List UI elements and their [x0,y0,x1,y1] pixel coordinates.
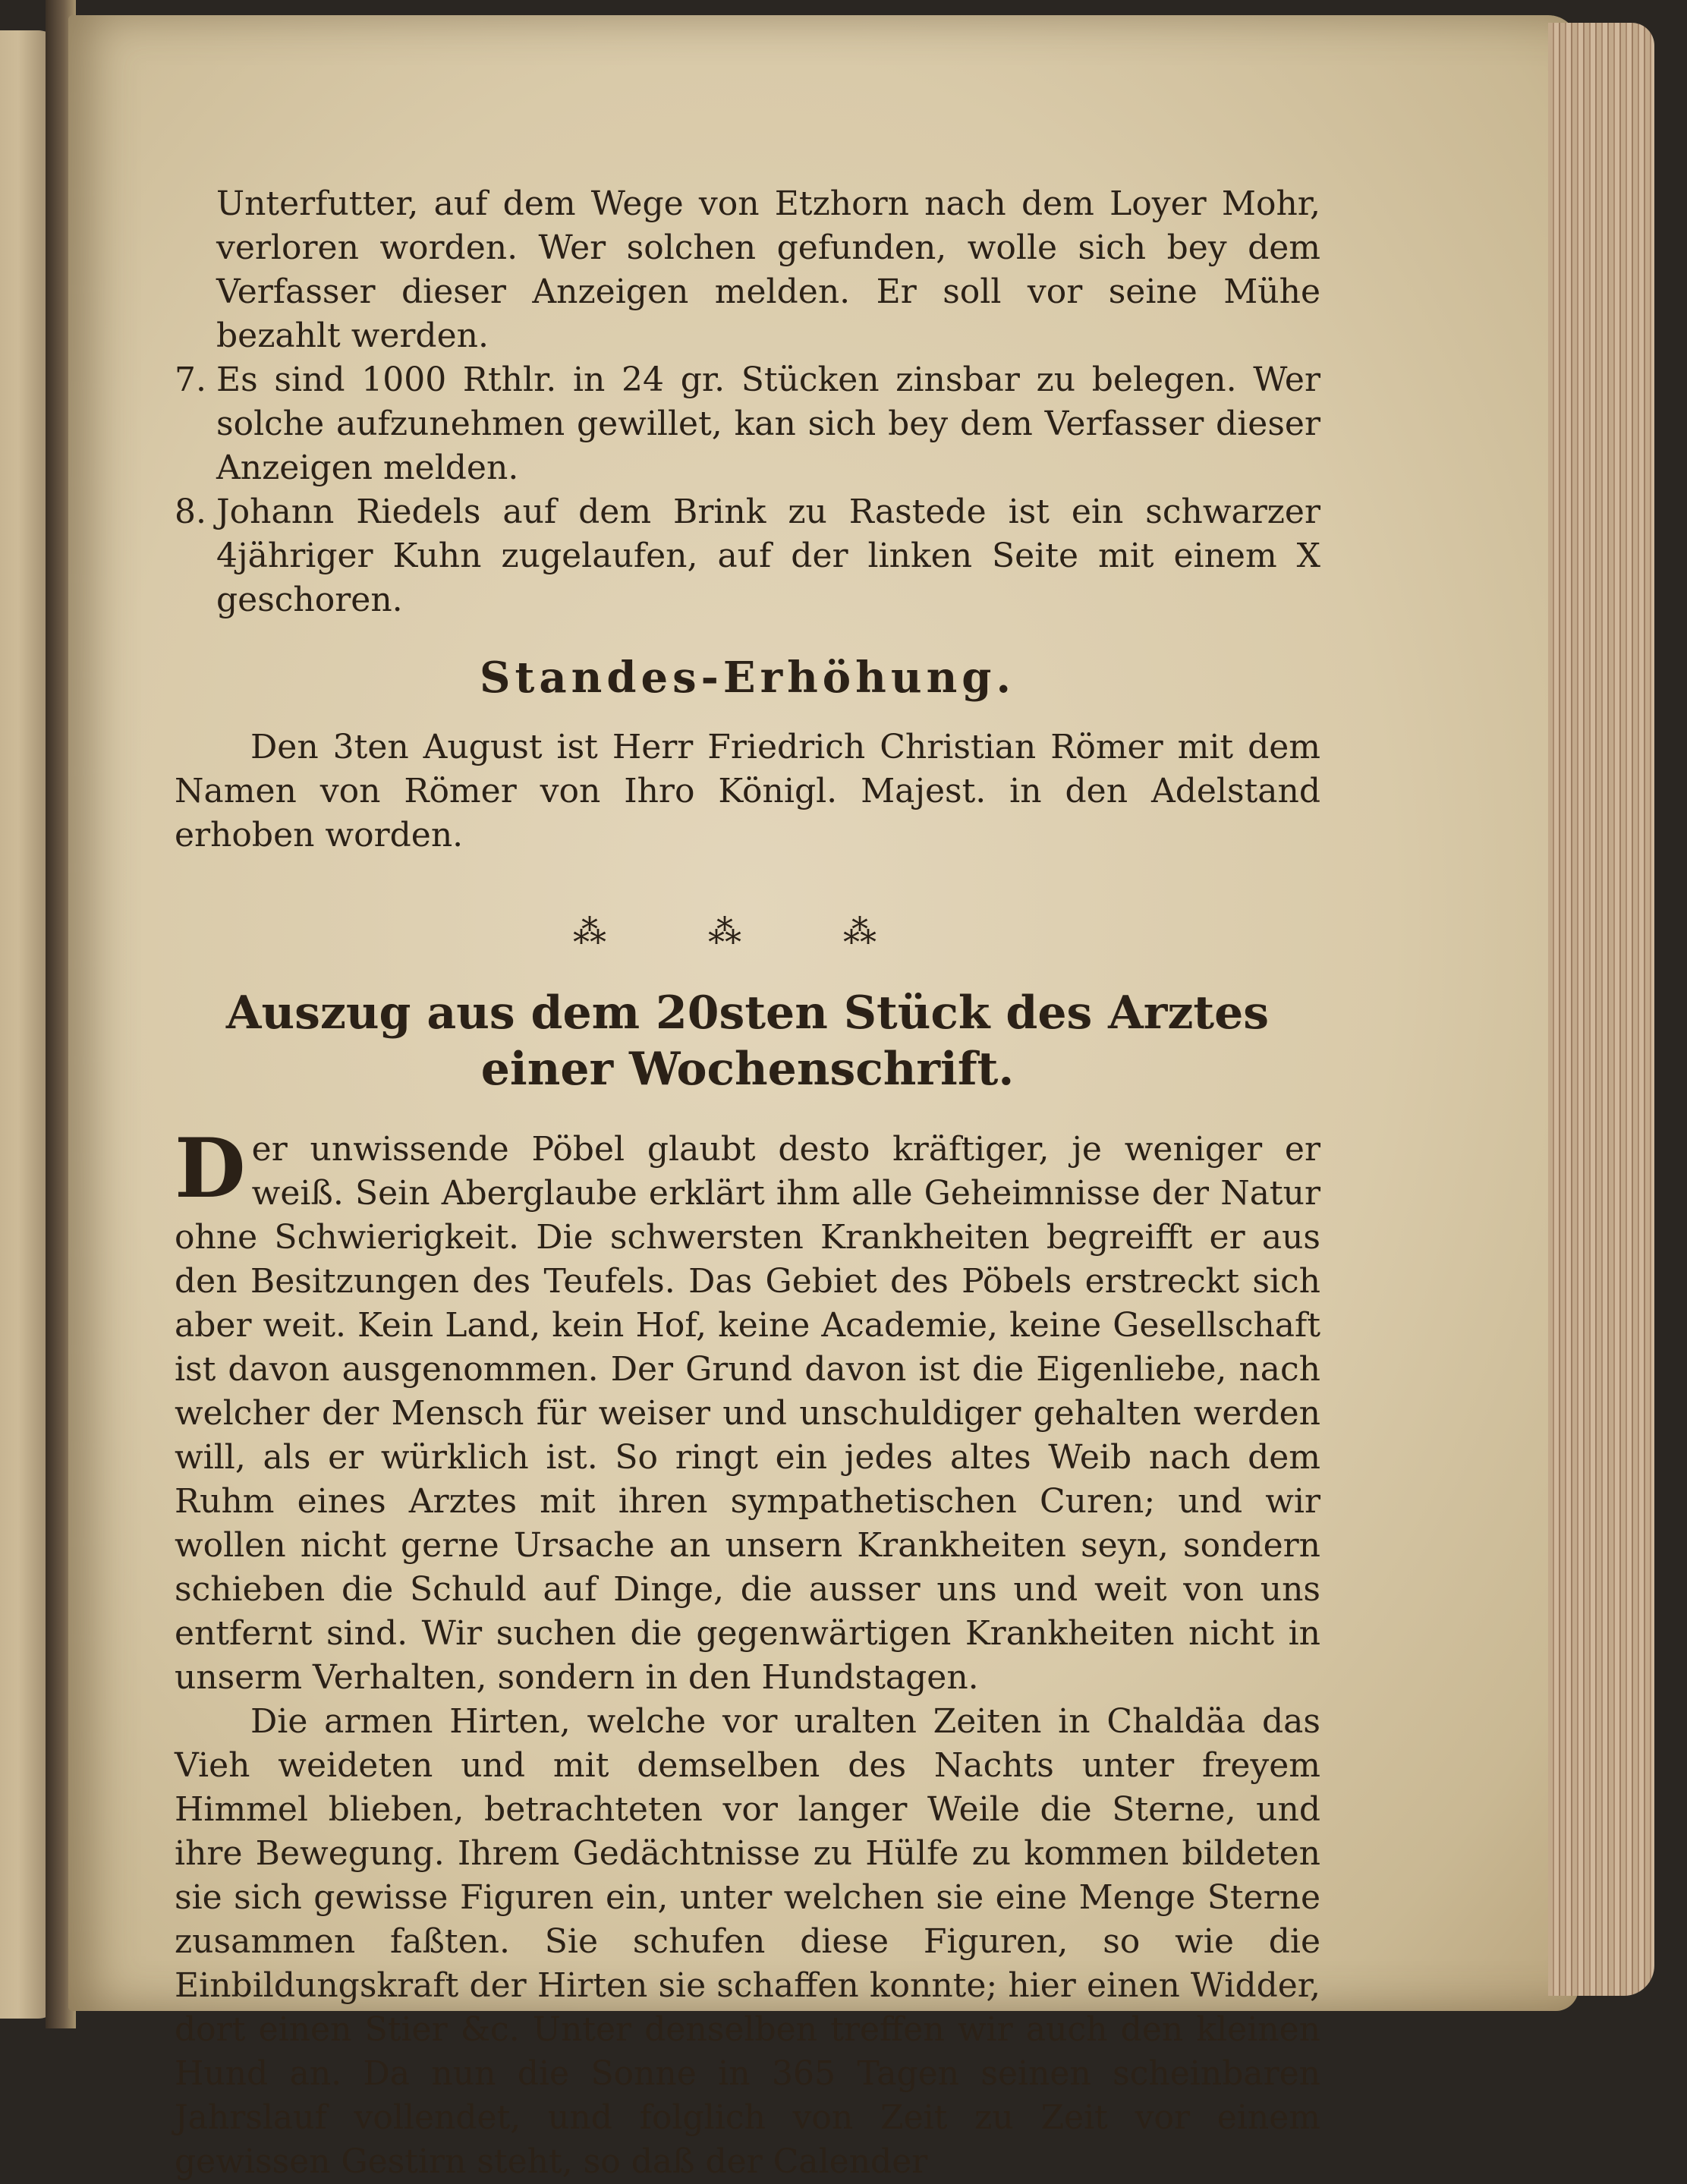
page-edges [1548,23,1654,1996]
item-text: Es sind 1000 Rthlr. in 24 gr. Stücken zinsbar zu belegen. Wer solche aufzunehmen gewillet, kan sich bey dem Verfasser dieser Anzeigen melden. [216,360,1320,487]
item-continuation [175,182,1320,358]
section-paragraph: Den 3ten August ist Herr Friedrich Christian Römer mit dem Namen von Römer von Ihro Königl. Majest. in den Adelstand erhoben worden. [175,728,1320,854]
article-paragraph-2: Die armen Hirten, welche vor uralten Zeiten in Chaldäa das Vieh weideten und mit demselben des Nachts unter freyem Himmel blieben, betrachteten vor langer Weile die Sterne, und ihre Bewegung. Ihrem Gedächtnisse zu Hülfe zu kommen bildeten sie sich gewisse Figuren ein, unter welchen sie eine Menge Sterne zusammen faßten. Sie schufen diese Figuren, so wie die Einbildungskraft der Hirten sie schaffen konnte; hier einen Widder, dort einen Stier &c. Unter denselben treffen wir auch den kleinen Hund an. Da nun die Sonne in 365 Tagen seinen scheinbaren Jahrslauf vollendet, und folglich von Zeit zu Zeit vor einem gewissen Gestirn steht, so daß der Calender [175,1702,1320,2181]
article-title: Auszug aus dem 20sten Stück des Arztes einer Wochenschrift. [225,987,1270,1096]
item-text: Johann Riedels auf dem Brink zu Rastede ist ein schwarzer 4jähriger Kuhn zugelaufen, auf der linken Seite mit einem X geschoren. [216,493,1320,619]
item-text: Unterfutter, auf dem Wege von Etzhorn nach dem Loyer Mohr, verloren worden. Wer solchen gefunden, wolle sich bey dem Verfasser dieser Anzeigen melden. Er soll vor seine Mühe bezahlt werden. [216,184,1320,355]
page-text [175,182,1320,2184]
paragraph-text: er unwissende Pöbel glaubt desto kräftiger, je weniger er weiß. Sein Aberglaube erklärt ihm alle Geheimnisse der Natur ohne Schwierigkeit. Die schwersten Krankheiten begreifft er aus den Besitzungen des Teufels. Das Gebiet des Pöbels erstreckt sich aber weit. Kein Land, kein Hof, keine Academie, keine Gesellschaft ist davon ausgenommen. Der Grund davon ist die Eigenliebe, nach welcher der Mensch für weiser und unschuldiger gehalten werden will, als er würklich ist. So ringt ein jedes altes Weib nach dem Ruhm eines Arztes mit ihren sympathetischen Curen; und wir wollen nicht gerne Ursache an unsern Krankheiten seyn, sondern schieben die Schuld auf Dinge, die ausser uns und weit von uns entfernt sind. Wir suchen die gegenwärtigen Krankheiten nicht in unserm Verhalten, sondern in den Hundstagen. [175,1130,1320,1697]
section-heading: Standes-Erhöhung. [480,653,1015,703]
drop-cap: D [175,1121,246,1216]
asterism-divider: ⁂ ⁂ ⁂ [573,913,922,952]
article-paragraph-1 [175,1121,1320,1700]
item-7 [175,358,1320,490]
item-number: 8. [175,493,206,531]
item-number: 7. [175,360,206,399]
item-8 [175,490,1320,622]
